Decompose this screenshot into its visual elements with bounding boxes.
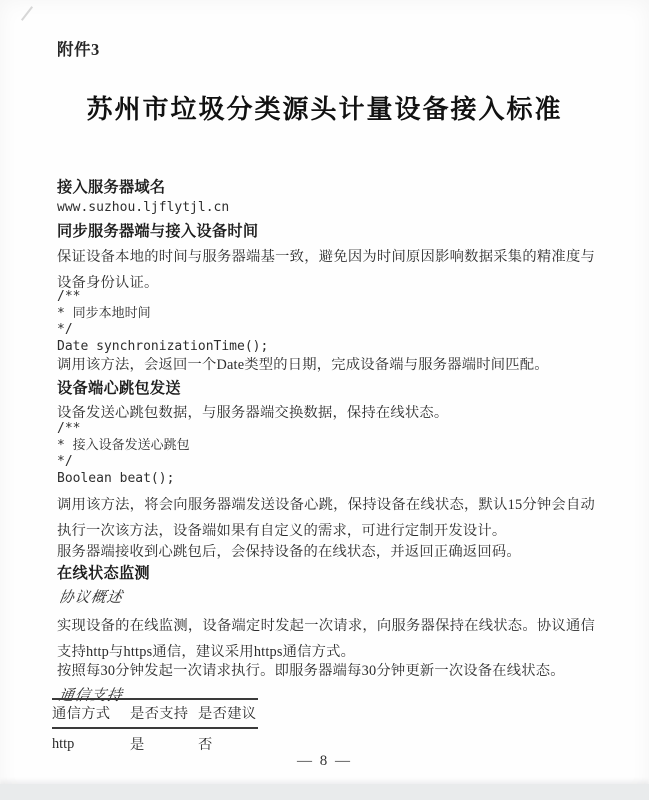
table-cell-recommended: 否 bbox=[198, 737, 213, 753]
time-sync-code-block bbox=[57, 289, 595, 355]
table-header-row bbox=[52, 699, 258, 728]
heartbeat-intro: 设备发送心跳包数据，与服务器端交换数据，保持在线状态。 bbox=[57, 405, 449, 421]
heartbeat-code-block bbox=[57, 421, 595, 487]
scan-artifact-mark bbox=[21, 6, 33, 21]
heartbeat-note2: 服务器端接收到心跳包后，会保持设备的在线状态，并返回正确返回码。 bbox=[57, 544, 521, 560]
heartbeat-note1: 调用该方法，将会向服务器端发送设备心跳，保持设备在线状态，默认15分钟会自动执行一次该方法，设备端如果有自定义的需求，可进行定制开发设计。 bbox=[57, 497, 595, 539]
code-line: /** bbox=[57, 421, 81, 436]
code-line: * 同步本地时间 bbox=[57, 305, 151, 321]
heading-server-domain: 接入服务器域名 bbox=[57, 179, 166, 196]
subheading-protocol-overview-text: 协议概述 bbox=[57, 590, 125, 606]
time-sync-intro: 保证设备本地的时间与服务器端基一致，避免因为时间原因影响数据采集的精准度与设备身份认证。 bbox=[57, 249, 595, 291]
server-domain-url: www.suzhou.ljflytjl.cn bbox=[57, 200, 230, 215]
subheading-comm-support-text: 通信支持 bbox=[57, 688, 125, 704]
table-cell-supported: 是 bbox=[130, 737, 145, 753]
page-title: 苏州市垃圾分类源头计量设备接入标准 bbox=[86, 95, 563, 124]
time-sync-note: 调用该方法，会返回一个Date类型的日期，完成设备端与服务器端时间匹配。 bbox=[57, 357, 549, 373]
page-number: — 8 — bbox=[297, 753, 352, 769]
online-status-para1: 实现设备的在线监测，设备端定时发起一次请求，向服务器保持在线状态。协议通信支持http与https通信，建议采用https通信方式。 bbox=[57, 618, 595, 660]
heading-online-status: 在线状态监测 bbox=[57, 565, 150, 582]
table-header-comm-method: 通信方式 bbox=[52, 699, 130, 728]
table-row bbox=[52, 728, 258, 756]
table-header-recommended: 是否建议 bbox=[198, 699, 258, 728]
comm-support-table bbox=[52, 698, 258, 756]
table-cell-method: http bbox=[52, 735, 75, 752]
code-line: */ bbox=[57, 454, 73, 469]
code-line: /** bbox=[57, 289, 81, 304]
code-line: Boolean beat(); bbox=[57, 470, 175, 486]
online-status-para2: 按照每30分钟发起一次请求执行。即服务器端每30分钟更新一次设备在线状态。 bbox=[57, 663, 565, 679]
code-line: */ bbox=[57, 322, 73, 337]
heading-heartbeat: 设备端心跳包发送 bbox=[57, 380, 181, 397]
subheading-protocol-overview bbox=[57, 587, 595, 609]
attachment-label: 附件3 bbox=[57, 40, 100, 59]
code-line: Date synchronizationTime(); bbox=[57, 338, 269, 354]
scan-bottom-edge bbox=[0, 784, 649, 800]
heading-time-sync: 同步服务器端与接入设备时间 bbox=[57, 223, 259, 240]
code-line: * 接入设备发送心跳包 bbox=[57, 437, 190, 453]
table-header-supported: 是否支持 bbox=[130, 699, 198, 728]
